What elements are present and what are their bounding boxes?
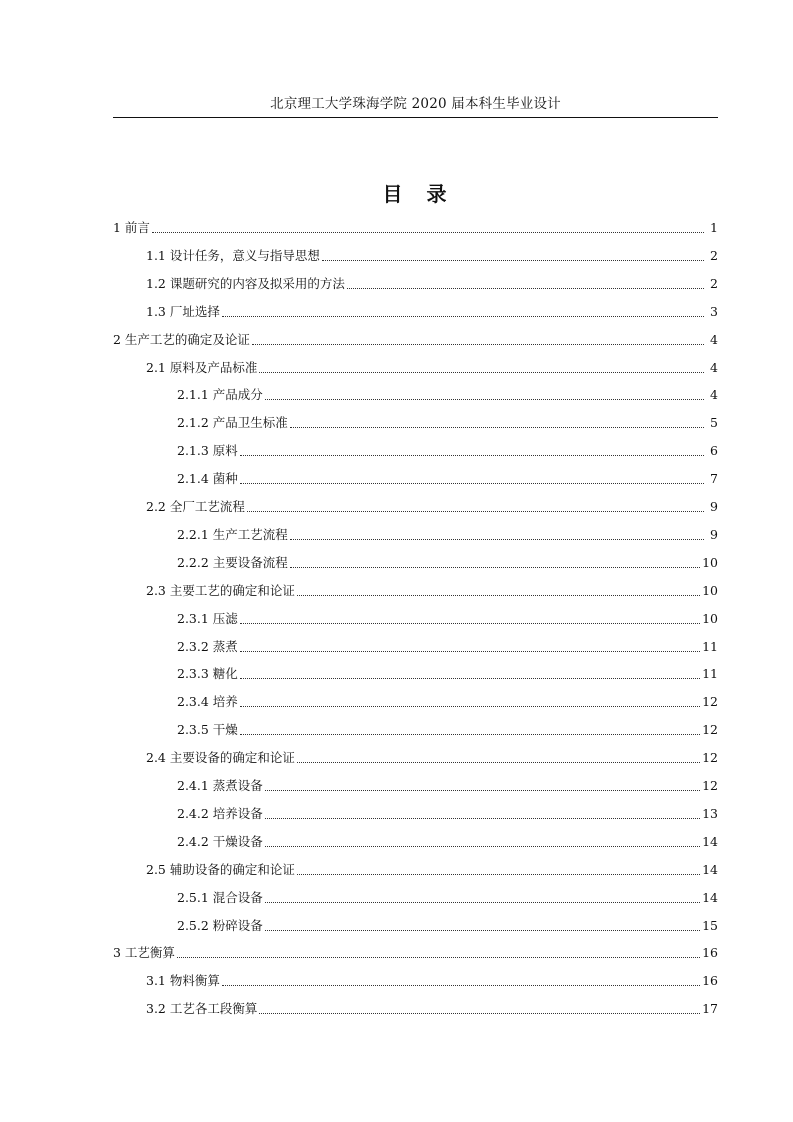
toc-dot-leader: [290, 539, 704, 540]
toc-dot-leader: [265, 399, 704, 400]
toc-entry-page: 13: [702, 805, 718, 821]
toc-entry[interactable]: [177, 469, 718, 489]
toc-entry[interactable]: [177, 413, 718, 433]
toc-entry[interactable]: [146, 581, 718, 601]
toc-entry[interactable]: [177, 692, 718, 712]
toc-entry-page: 12: [702, 750, 718, 766]
toc-entry[interactable]: [177, 525, 718, 545]
toc-entry-label: 2.3.5 干燥: [177, 722, 238, 738]
toc-entry-label: 2 生产工艺的确定及论证: [113, 331, 250, 347]
toc-entry-label: 3.1 物料衡算: [146, 973, 220, 989]
toc-entry-page: 7: [710, 471, 718, 487]
toc-dot-leader: [252, 344, 704, 345]
toc-entry-label: 1 前言: [113, 220, 150, 235]
toc-dot-leader: [240, 706, 700, 707]
toc-entry-page: 14: [702, 833, 718, 849]
running-header: 北京理工大学珠海学院 2020 届本科生毕业设计: [270, 96, 561, 112]
toc-entry[interactable]: [177, 832, 718, 852]
toc-entry-page: 10: [702, 554, 718, 570]
toc-entry-label: 2.2.2 主要设备流程: [177, 554, 288, 570]
toc-entry[interactable]: [177, 385, 718, 405]
toc-entry[interactable]: [177, 553, 718, 573]
toc-entry[interactable]: [177, 916, 718, 936]
toc-entry-label: 3.2 工艺各工段衡算: [146, 1001, 258, 1017]
toc-dot-leader: [265, 930, 700, 931]
toc-entry[interactable]: [177, 804, 718, 824]
toc-entry-label: 2.5.2 粉碎设备: [177, 917, 263, 933]
toc-entry-label: 2.1.1 产品成分: [177, 387, 263, 403]
toc-entry-page: 10: [702, 610, 718, 626]
toc-entry-page: 3: [710, 303, 718, 319]
toc-dot-leader: [297, 762, 700, 763]
toc-dot-leader: [347, 288, 704, 289]
toc-dot-leader: [290, 567, 700, 568]
toc-entry-label: 2.4 主要设备的确定和论证: [146, 750, 295, 766]
toc-entry-label: 2.5.1 混合设备: [177, 889, 263, 905]
toc-entry-label: 2.3.3 糖化: [177, 666, 238, 682]
toc-entry-page: 4: [710, 387, 718, 403]
toc-entry-page: 16: [702, 973, 718, 989]
toc-dot-leader: [222, 316, 704, 317]
toc-entry-page: 12: [702, 778, 718, 793]
toc-entry[interactable]: [146, 748, 718, 768]
toc-entry[interactable]: [146, 246, 718, 266]
toc-entry[interactable]: [146, 358, 718, 378]
toc-dot-leader: [240, 483, 704, 484]
toc-entry-page: 6: [710, 443, 718, 459]
toc-entry[interactable]: [113, 218, 718, 238]
toc-entry-label: 2.3.4 培养: [177, 694, 238, 710]
toc-entry-label: 2.1.4 菌种: [177, 471, 238, 487]
toc-entry-page: 4: [710, 359, 718, 375]
toc-entry[interactable]: [177, 776, 718, 796]
toc-dot-leader: [240, 678, 700, 679]
toc-entry-page: 5: [710, 415, 718, 431]
toc-dot-leader: [259, 1013, 700, 1014]
toc-title: [113, 178, 718, 207]
toc-entry[interactable]: [113, 330, 718, 350]
toc-entry[interactable]: [177, 609, 718, 629]
toc-entry[interactable]: [146, 274, 718, 294]
toc-dot-leader: [240, 455, 704, 456]
toc-entry[interactable]: [146, 497, 718, 517]
toc-entry-page: 2: [710, 275, 718, 291]
toc-entry-label: 2.4.2 干燥设备: [177, 833, 263, 849]
toc-entry-label: 2.4.1 蒸煮设备: [177, 778, 263, 793]
toc-entry-page: 4: [710, 331, 718, 347]
toc-entry-page: 12: [702, 694, 718, 710]
toc-entry[interactable]: [177, 637, 718, 657]
toc-entry-page: 9: [710, 526, 718, 542]
toc-dot-leader: [259, 372, 704, 373]
toc-dot-leader: [290, 427, 704, 428]
toc-title-right: 录: [426, 182, 449, 206]
toc-entry[interactable]: [146, 999, 718, 1019]
toc-dot-leader: [222, 985, 700, 986]
toc-dot-leader: [297, 874, 700, 875]
toc-entry-page: 17: [702, 1001, 718, 1017]
toc-dot-leader: [240, 734, 700, 735]
toc-dot-leader: [265, 790, 700, 791]
toc-entry-label: 2.2.1 生产工艺流程: [177, 526, 288, 542]
toc-entry-label: 1.2 课题研究的内容及拟采用的方法: [146, 275, 345, 291]
toc-entry-label: 2.5 辅助设备的确定和论证: [146, 861, 295, 877]
toc-entry[interactable]: [177, 441, 718, 461]
toc-entry-page: 15: [702, 917, 718, 933]
toc-entry-label: 2.1.3 原料: [177, 443, 238, 459]
toc-entry[interactable]: [113, 943, 718, 963]
toc-dot-leader: [247, 511, 704, 512]
toc-entry-label: 2.4.2 培养设备: [177, 805, 263, 821]
toc-entry-label: 3 工艺衡算: [113, 945, 175, 961]
toc-entry-label: 2.3.2 蒸煮: [177, 638, 238, 654]
toc-entry-label: 2.3.1 压滤: [177, 610, 238, 626]
toc-entry-page: 10: [702, 582, 718, 598]
toc-entry[interactable]: [177, 888, 718, 908]
toc-entry-label: 2.3 主要工艺的确定和论证: [146, 582, 295, 598]
toc-entry-page: 1: [710, 220, 718, 235]
toc-entry-page: 9: [710, 499, 718, 514]
toc-entry[interactable]: [177, 664, 718, 684]
toc-entry-page: 2: [710, 247, 718, 263]
toc-dot-leader: [152, 232, 704, 233]
toc-entry-page: 12: [702, 722, 718, 738]
toc-entry-label: 1.3 厂址选择: [146, 303, 220, 319]
toc-entry[interactable]: [146, 860, 718, 880]
toc-entry[interactable]: [177, 720, 718, 740]
toc-title-left: 目: [382, 182, 405, 206]
toc-dot-leader: [265, 902, 700, 903]
toc-entry-page: 14: [702, 861, 718, 877]
toc-entry-label: 2.1.2 产品卫生标准: [177, 415, 288, 431]
toc-entry-page: 11: [702, 638, 718, 654]
toc-entry-label: 2.1 原料及产品标准: [146, 359, 258, 375]
toc-dot-leader: [265, 818, 700, 819]
toc-entry-page: 16: [702, 945, 718, 961]
toc-dot-leader: [297, 595, 700, 596]
toc-dot-leader: [240, 623, 700, 624]
toc-entry-page: 14: [702, 889, 718, 905]
toc-entry[interactable]: [146, 971, 718, 991]
toc-dot-leader: [177, 957, 700, 958]
toc-entry-label: 2.2 全厂工艺流程: [146, 499, 245, 514]
toc-dot-leader: [240, 651, 700, 652]
toc-dot-leader: [265, 846, 700, 847]
toc-dot-leader: [322, 260, 704, 261]
toc-entry-page: 11: [702, 666, 718, 682]
toc-entry[interactable]: [146, 302, 718, 322]
toc-entry-label: 1.1 设计任务，意义与指导思想: [146, 247, 320, 263]
header-rule: [113, 117, 718, 118]
